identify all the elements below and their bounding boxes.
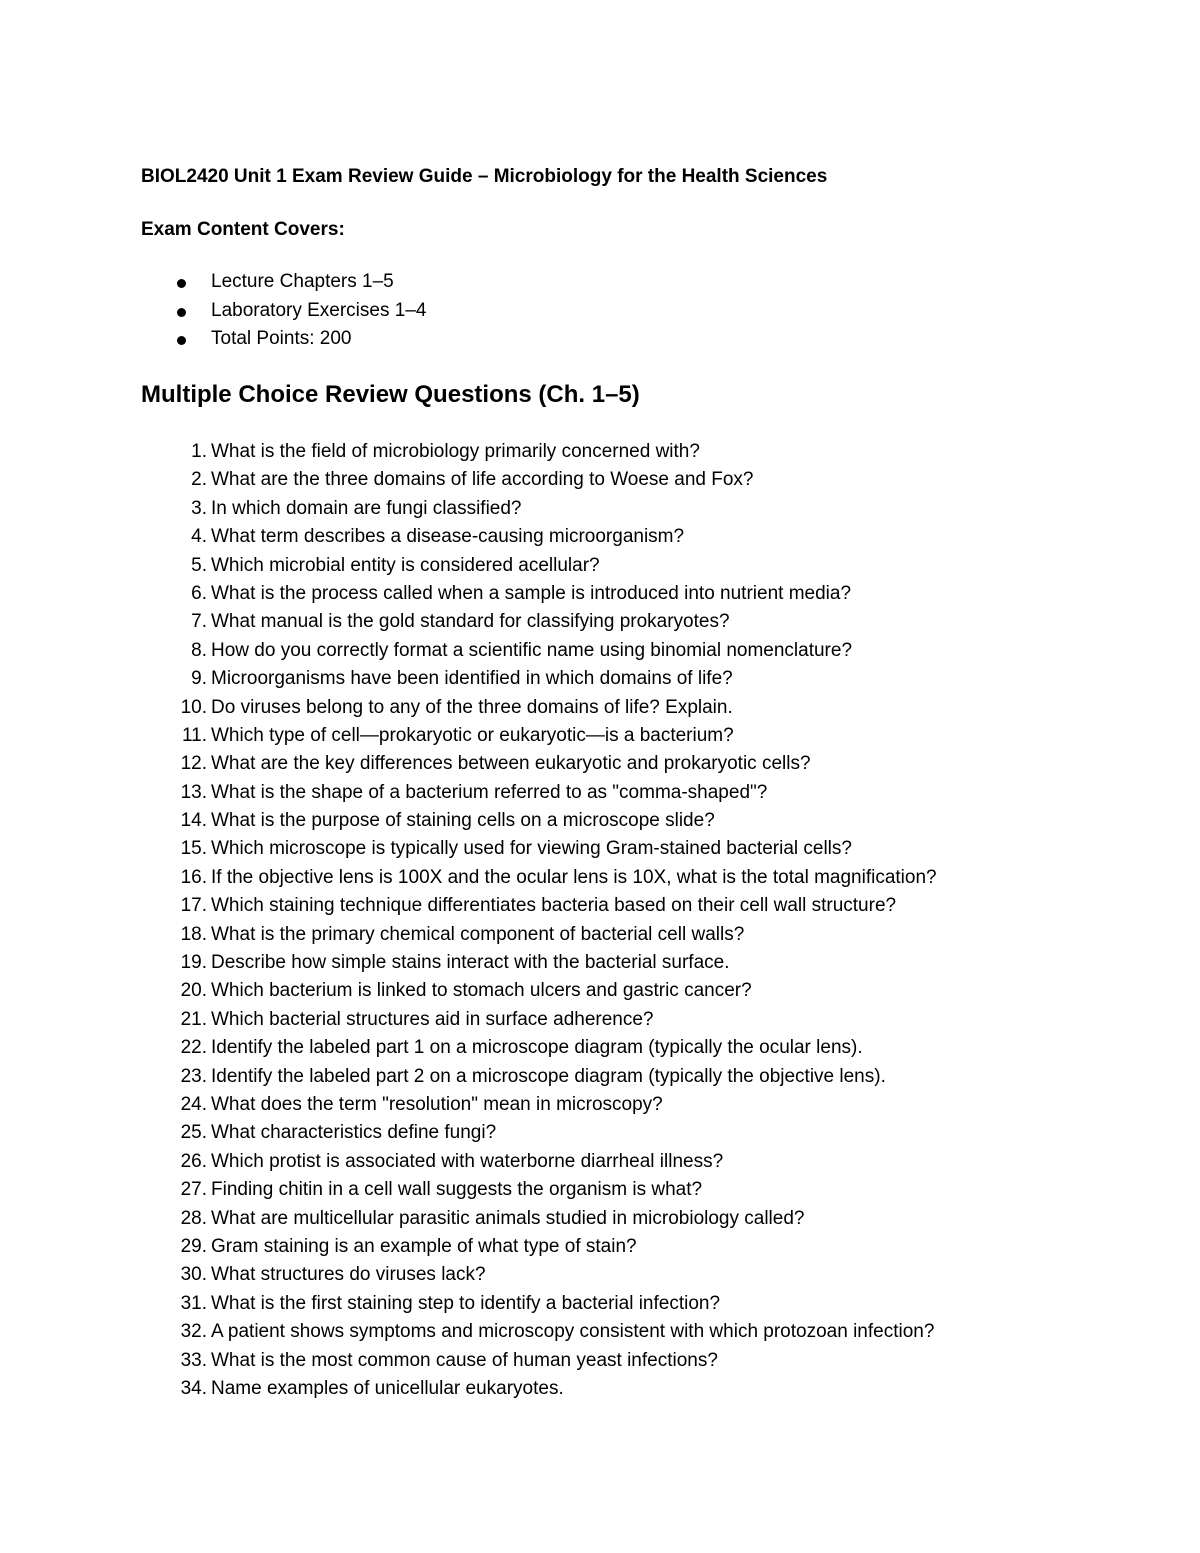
question-text: What are the three domains of life according to Woese and Fox? xyxy=(211,469,754,491)
question-text: What manual is the gold standard for classifying prokaryotes? xyxy=(211,611,730,633)
question-number: 4. xyxy=(191,526,207,548)
question-number: 3. xyxy=(191,497,207,519)
question-number: 12. xyxy=(180,753,207,775)
question-text: What is the process called when a sample is introduced into nutrient media? xyxy=(211,582,852,604)
question-number: 27. xyxy=(180,1179,207,1201)
question-text: Which staining technique differentiates bacteria based on their cell wall structure? xyxy=(211,895,897,917)
question-text: What are the key differences between eukaryotic and prokaryotic cells? xyxy=(211,753,811,775)
question-number: 19. xyxy=(180,952,207,974)
question-number: 18. xyxy=(180,923,207,945)
question-text: What is the shape of a bacterium referred to as "comma-shaped"? xyxy=(211,781,768,803)
question-text: Finding chitin in a cell wall suggests the organism is what? xyxy=(211,1179,703,1201)
question-text: Which bacterial structures aid in surface adherence? xyxy=(211,1008,654,1030)
bullet-icon xyxy=(177,336,186,345)
question-text: What term describes a disease-causing microorganism? xyxy=(211,526,685,548)
question-text: How do you correctly format a scientific name using binomial nomenclature? xyxy=(211,639,853,661)
question-text: What is the primary chemical component of bacterial cell walls? xyxy=(211,923,745,945)
bullet-icon xyxy=(177,279,186,288)
question-number: 6. xyxy=(191,582,207,604)
question-number: 8. xyxy=(191,639,207,661)
question-number: 16. xyxy=(180,866,207,888)
question-text: Microorganisms have been identified in which domains of life? xyxy=(211,668,733,690)
question-number: 17. xyxy=(180,895,207,917)
question-text: What does the term "resolution" mean in microscopy? xyxy=(211,1093,663,1115)
question-text: What is the first staining step to identify a bacterial infection? xyxy=(211,1292,721,1314)
question-number: 34. xyxy=(180,1377,207,1399)
question-number: 21. xyxy=(180,1008,207,1030)
question-text: Which type of cell—prokaryotic or eukaryotic—is a bacterium? xyxy=(211,724,734,746)
question-text: What is the field of microbiology primarily concerned with? xyxy=(211,441,700,462)
question-number: 11. xyxy=(181,724,207,746)
question-number: 15. xyxy=(180,838,207,860)
question-text: Which bacterium is linked to stomach ulcers and gastric cancer? xyxy=(211,980,752,1002)
question-number: 23. xyxy=(180,1065,207,1087)
question-number: 28. xyxy=(180,1207,207,1229)
question-number: 33. xyxy=(180,1349,207,1371)
question-number: 2. xyxy=(191,469,207,491)
question-number: 1. xyxy=(191,441,207,462)
question-text: What is the most common cause of human yeast infections? xyxy=(211,1349,718,1371)
question-text: What structures do viruses lack? xyxy=(211,1264,486,1286)
question-number: 10. xyxy=(180,696,207,718)
question-text: Which microbial entity is considered acellular? xyxy=(211,554,600,576)
question-text: Do viruses belong to any of the three domains of life? Explain. xyxy=(211,696,733,718)
question-number: 30. xyxy=(180,1264,207,1286)
question-text: Name examples of unicellular eukaryotes. xyxy=(211,1377,564,1399)
multiple-choice-heading: Multiple Choice Review Questions (Ch. 1–5) xyxy=(141,381,640,408)
bullet-icon xyxy=(177,308,186,317)
question-number: 25. xyxy=(180,1122,207,1144)
coverage-item-text: Lecture Chapters 1–5 xyxy=(211,271,394,292)
question-text: Describe how simple stains interact with the bacterial surface. xyxy=(211,952,730,974)
question-text: In which domain are fungi classified? xyxy=(211,497,522,519)
question-text: What characteristics define fungi? xyxy=(211,1122,497,1144)
question-text: Identify the labeled part 1 on a microscope diagram (typically the ocular lens). xyxy=(211,1037,863,1059)
question-number: 7. xyxy=(191,611,207,633)
question-number: 29. xyxy=(180,1235,207,1257)
exam-content-label: Exam Content Covers: xyxy=(141,219,345,240)
question-text: Identify the labeled part 2 on a microscope diagram (typically the objective lens). xyxy=(211,1065,886,1087)
question-text: Which protist is associated with waterborne diarrheal illness? xyxy=(211,1150,724,1172)
question-text: What is the purpose of staining cells on a microscope slide? xyxy=(211,810,715,832)
question-number: 5. xyxy=(191,554,207,576)
question-number: 31. xyxy=(180,1292,207,1314)
question-text: Gram staining is an example of what type of stain? xyxy=(211,1235,637,1257)
question-text: If the objective lens is 100X and the ocular lens is 10X, what is the total magnification? xyxy=(211,866,937,888)
question-number: 32. xyxy=(180,1321,207,1343)
question-number: 20. xyxy=(180,980,207,1002)
question-text: Which microscope is typically used for viewing Gram-stained bacterial cells? xyxy=(211,838,852,860)
question-number: 14. xyxy=(180,810,207,832)
coverage-item-text: Total Points: 200 xyxy=(211,328,352,349)
question-number: 26. xyxy=(180,1150,207,1172)
question-text: A patient shows symptoms and microscopy consistent with which protozoan infection? xyxy=(211,1321,935,1343)
question-number: 24. xyxy=(180,1093,207,1115)
coverage-item-text: Laboratory Exercises 1–4 xyxy=(211,299,427,321)
question-number: 13. xyxy=(180,781,207,803)
question-text: What are multicellular parasitic animals studied in microbiology called? xyxy=(211,1207,805,1229)
question-number: 9. xyxy=(191,668,207,690)
question-number: 22. xyxy=(180,1037,207,1059)
document-title: BIOL2420 Unit 1 Exam Review Guide – Microbiology for the Health Sciences xyxy=(141,166,828,187)
